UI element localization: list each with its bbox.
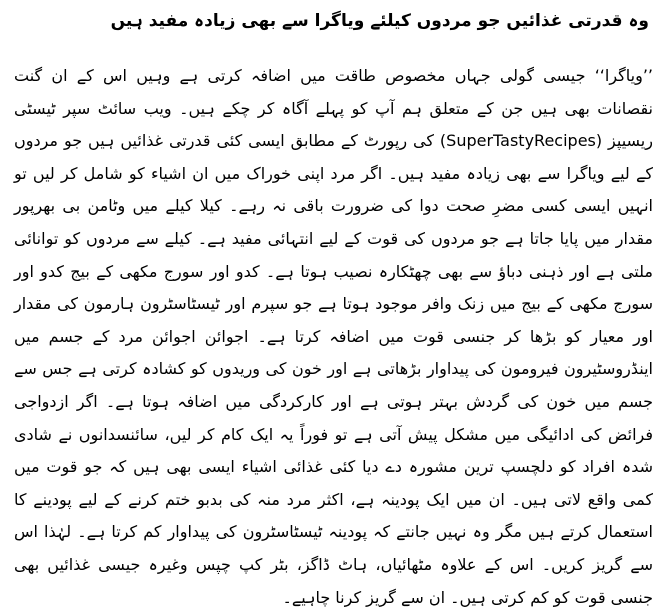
article-headline: وہ قدرتی غذائیں جو مردوں کیلئے ویاگرا سے بھی زیادہ مفید ہیں bbox=[110, 11, 649, 31]
body-text-part-2: کی رپورٹ کے مطابق ایسی کئی قدرتی غذائیں ہیں جو مردوں کے لیے ویاگرا سے بھی زیادہ مفید ہیں۔ اگر مرد اپنی خوراک میں ان اشیاء کو شامل کر لیں تو انہیں ایسی کسی مضرِ صحت دوا کی ضرورت باقی نہ رہے۔ کیلا کیلے میں وٹامن بی بھرپور مقدار میں پایا جاتا ہے جو مردوں کی قوت کے لیے انتہائی مفید ہے۔ کیلے سے مردوں کو توانائی ملتی ہے اور ذہنی دباؤ سے بھی چھٹکارہ نصیب ہوتا ہے۔ کدو اور سورج مکھی کے بیج کدو اور سورج مکھی کے بیج میں زنک وافر موجود ہوتا ہے جو سپرم اور ٹیسٹاسٹرون ہارمون کی مقدار اور معیار کو بڑھا کر جنسی قوت میں اضافہ کرتا ہے۔ اجوائن اجوائن مرد کے جسم میں اینڈروسٹیرون فیرومون کی پیداوار بڑھاتی ہے اور خون کی وریدوں کو کشادہ کرتی ہے جس سے جسم میں خون کی گردش بہتر ہوتی ہے اور کارکردگی میں اضافہ ہوتا ہے۔ اگر ازدواجی فرائض کی ادائیگی میں مشکل پیش آتی ہے تو فوراً یہ ایک کام کر لیں، سائنسدانوں نے شادی شدہ افراد کو دلچسپ ترین مشورہ دے دیا کئی غذائی اشیاء ایسی بھی ہیں کہ جو قوت میں کمی واقع لاتی ہیں۔ ان میں ایک پودینہ ہے، اکثر مرد منہ کی بدبو ختم کرنے کے لیے پودینے کا استعمال کرتے ہیں مگر وہ نہیں جانتے کہ پودینہ ٹیسٹاسٹرون کی پیداوار کم کرتا ہے۔ لہٰذا اس سے گریز کریں۔ اس کے علاوہ مٹھائیاں، ہاٹ ڈاگز، بٹر کپ چپس وغیرہ جیسی غذائیں بھی جنسی قوت کو کم کرتی ہیں۔ ان سے گریز کرنا چاہیے۔ bbox=[14, 131, 654, 607]
article-body bbox=[14, 60, 653, 614]
body-text-part-1: ’’ویاگرا‘‘ جیسی گولی جہاں مخصوص طاقت میں اضافہ کرتی ہے وہیں اس کے ان گنت نقصانات بھی ہیں جن کے متعلق ہم آپ کو پہلے آگاہ کر چکے ہیں۔ ویب سائٹ سپر ٹیسٹی ریسیپز bbox=[14, 66, 653, 151]
source-website-name: (SuperTastyRecipes) bbox=[439, 131, 603, 151]
